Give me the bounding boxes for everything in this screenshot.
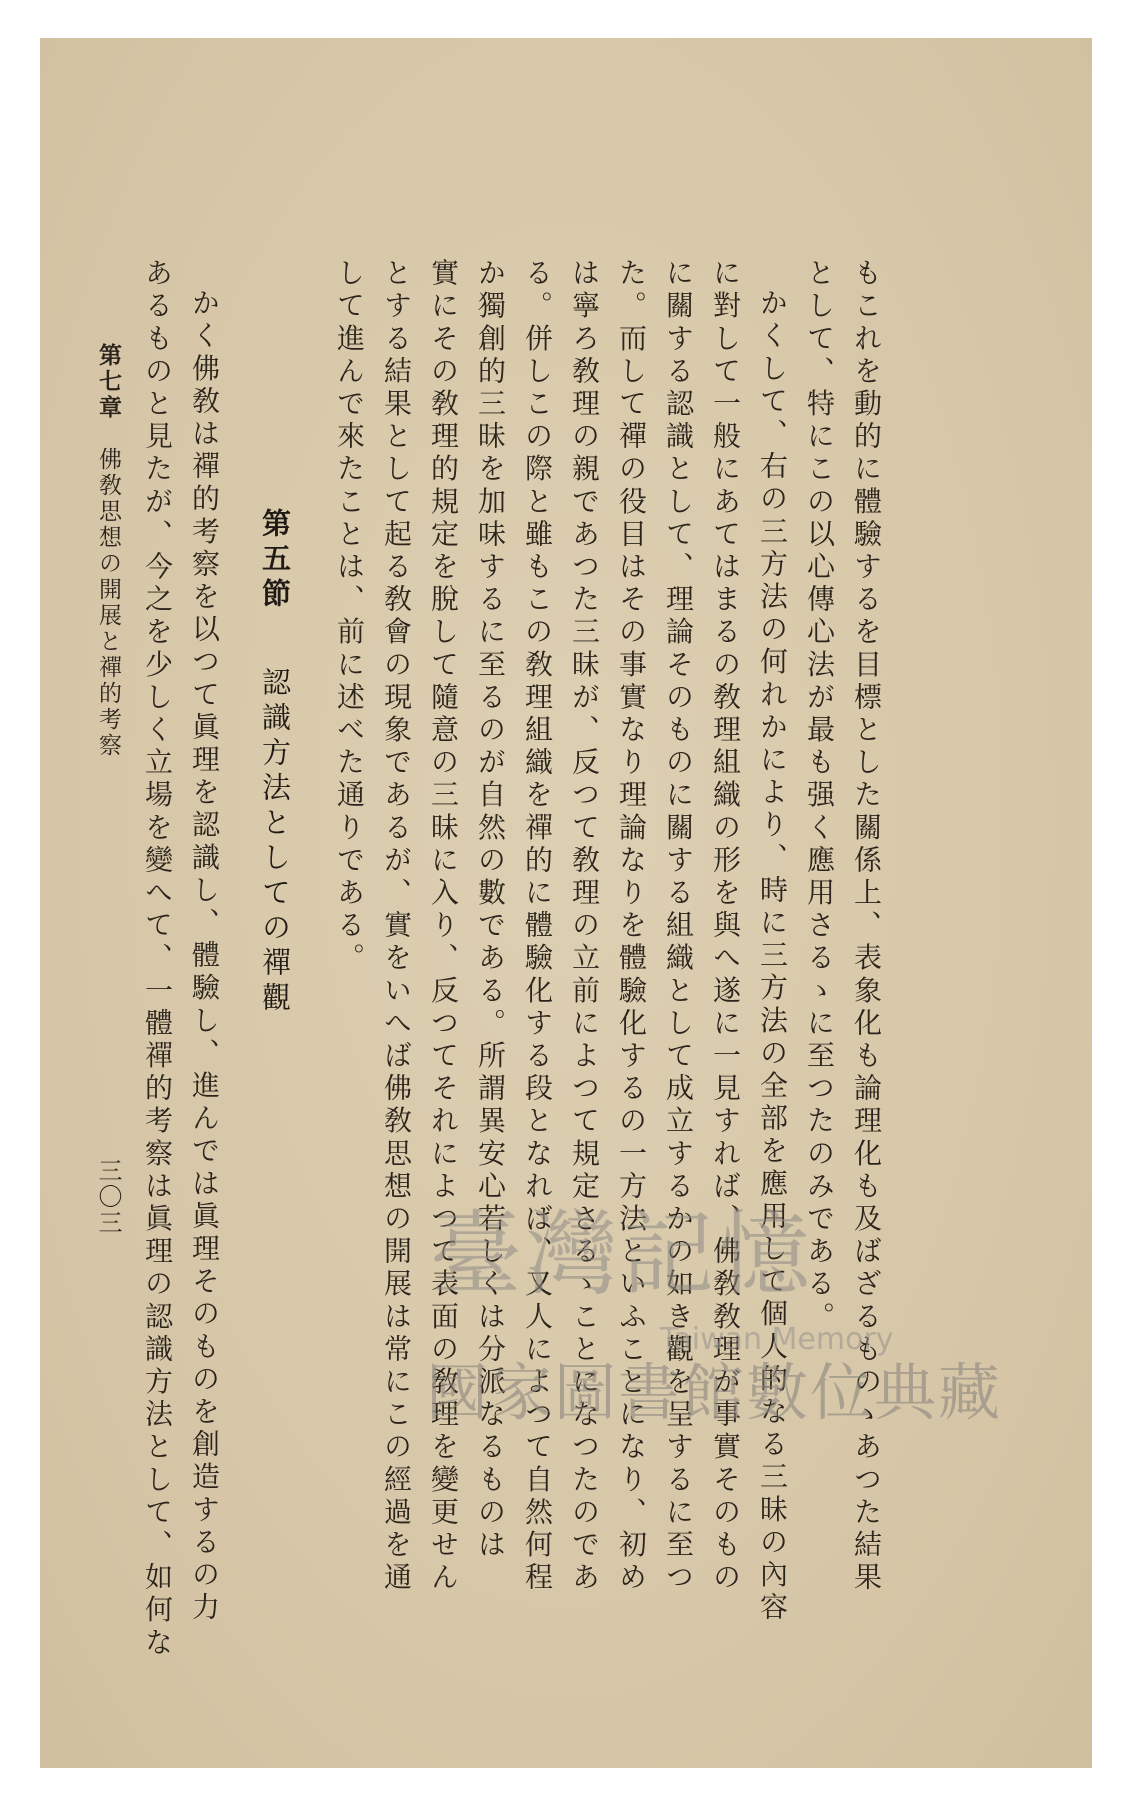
text-column: として、特にこの以心傳心法が最も强く應用さるゝに至つたのみである。 [803,258,836,1334]
text-column: に對して一般にあてはまるの敎理組織の形を與へ遂に一見すれば、佛敎敎理が事實そのもの [709,258,742,1595]
text-column: る。併しこの際と雖もこの敎理組織を禪的に體驗化する段となれば、又人によつて自然何程 [521,258,554,1595]
text-column: は寧ろ敎理の親であつた三昧が、反つて敎理の立前によつて規定さるゝことになつたのであ [568,258,601,1595]
text-column: とする結果として起る敎會の現象であるが、實をいへば佛敎思想の開展は常にこの經過を通 [380,258,413,1595]
text-column: か獨創的三昧を加味するに至るのが自然の數である。所謂異安心若しくは分派なるものは [474,258,507,1562]
chapter-title: 佛敎思想の開展と禪的考察 [95,447,121,759]
text-column: た。而して禪の役目はその事實なり理論なりを體驗化するの一方法といふことになり、初め [615,258,648,1595]
text-column: して進んで來たことは、前に述べた通りである。 [333,258,366,976]
text-column: あるものと見たが、今之を少しく立場を變へて、一體禪的考察は眞理の認識方法として、如何な [141,258,174,1660]
text-column: に關する認識として、理論そのものに關する組織として成立するかの如き觀を呈するに至つ [662,258,695,1595]
text-column: もこれを動的に體驗するを目標とした關係上、表象化も論理化も及ばざるものゝあつた結果 [850,258,883,1595]
watermark-logo: 臺灣記憶 [430,1201,815,1308]
text-column: かく佛敎は禪的考察を以つて眞理を認識し、體驗し、進んでは眞理そのものを創造するの力 [188,288,221,1625]
section-heading [258,508,292,1017]
text-column: かくして、右の三方法の何れかにより、時に三方法の全部を應用して個人的なる三昧の內容 [756,288,789,1625]
page-number: 三〇三 [94,1158,122,1236]
book-page [40,38,1092,1768]
watermark-english: Taiwan Memory [660,1322,894,1357]
text-column: 實にその敎理的規定を脫して隨意の三昧に入り、反つてそれによつて表面の敎理を變更せん [427,258,460,1595]
watermark-institution: 國家圖書館數位典藏 [426,1356,1003,1429]
section-number: 第五節 [258,508,292,613]
section-title: 認識方法としての禪觀 [258,667,292,1017]
chapter-label: 第七章 [95,343,122,421]
running-footer [96,343,120,759]
